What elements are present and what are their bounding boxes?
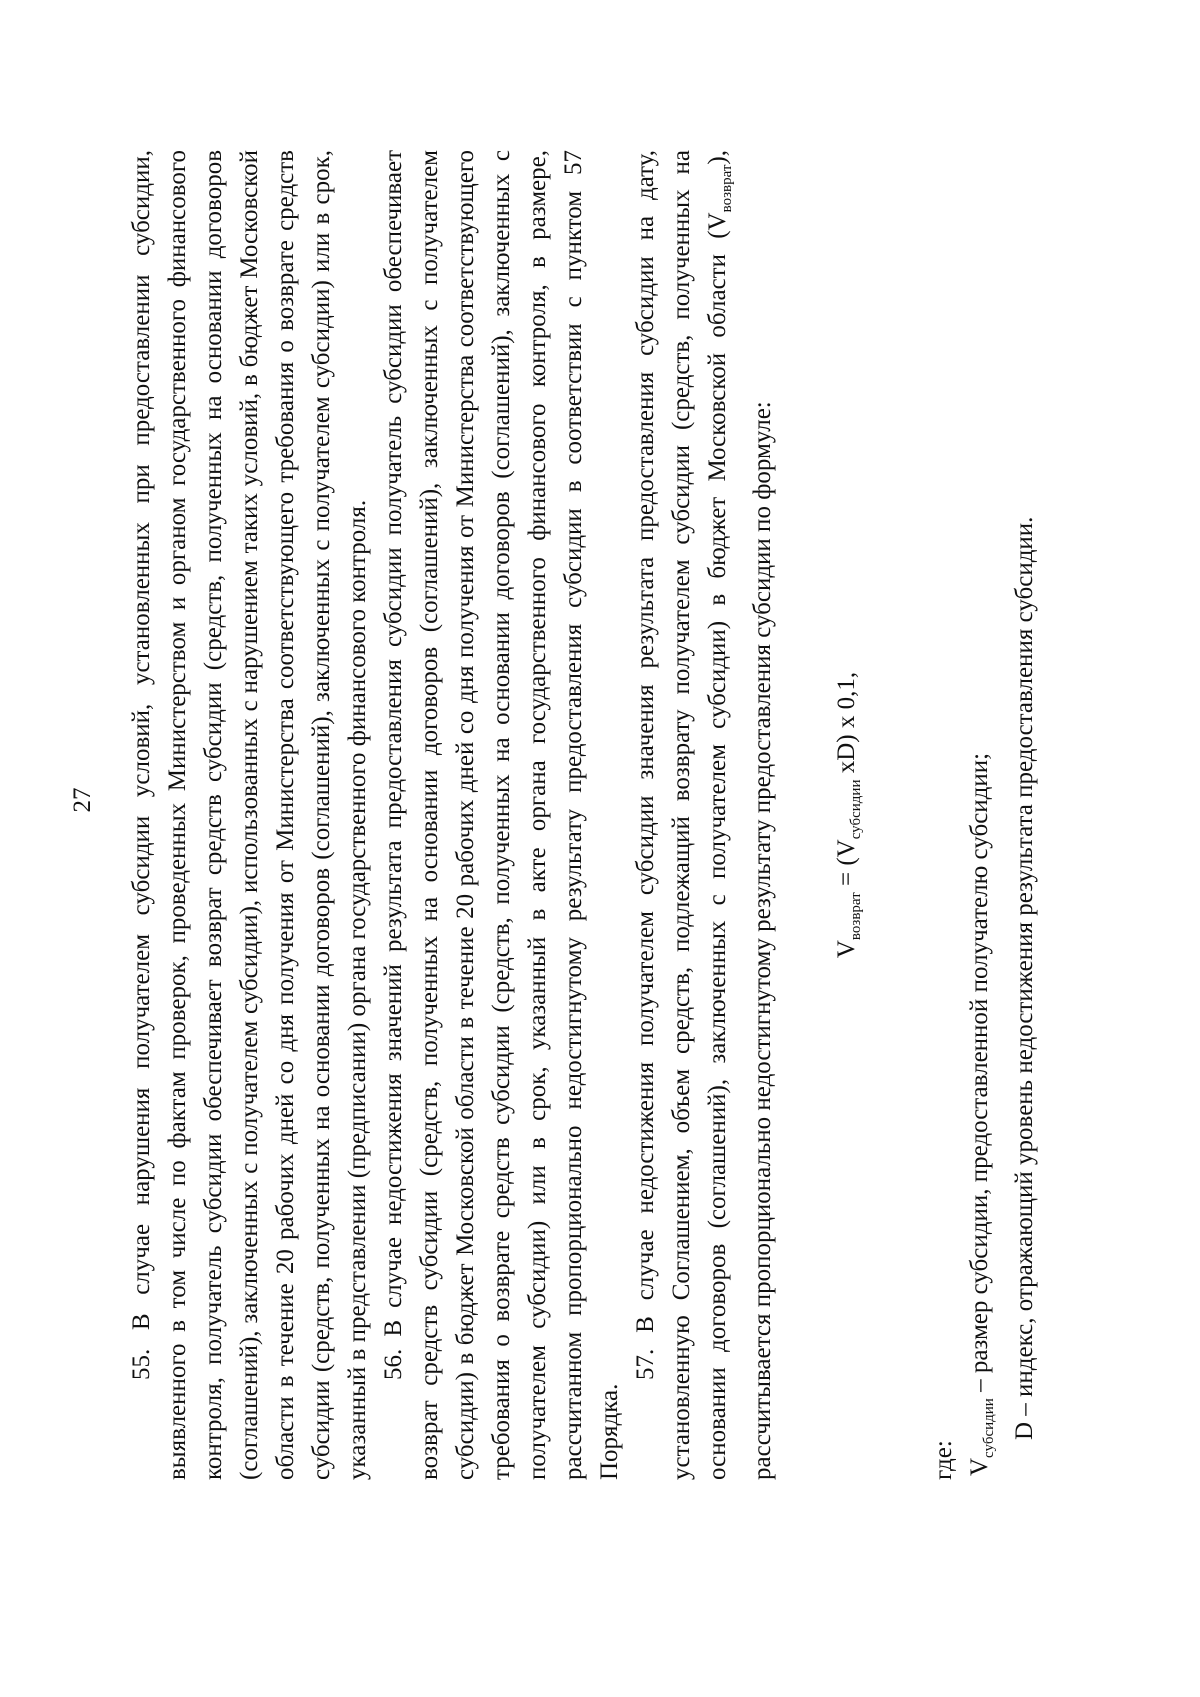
definitions-where: где: [930, 1440, 957, 1480]
definition-v [962, 150, 1007, 1480]
definition-d: D – индекс, отражающий уровень недостижения результата предоставления субсидии. [1011, 516, 1038, 1440]
paragraph-57 [628, 150, 781, 1480]
formula-v-subscript: возврат [848, 892, 864, 941]
formula [829, 150, 874, 1480]
definition-v-text: – размер субсидии, предоставленной получателю субсидии; [966, 752, 993, 1399]
definition-v-subscript: субсидии [981, 1398, 997, 1458]
definitions [926, 150, 1043, 1480]
paragraph-55: 55. В случае нарушения получателем субсидии условий, установленных при предоставлении субсидии, выявленного в том числе по фактам проверок, проведенных Министерством и органом государственного финансового контроля, получатель субсидии обеспечивает возврат средств субсидии (средств, полученных на основании договоров (соглашений), заключенных с получателем субсидии), использованных с нарушением таких условий, в бюджет Московской области в течение 20 рабочих дней со дня получения от Министерства соответствующего требования о возврате средств субсидии (средств, полученных на основании договоров (соглашений), заключенных с получателем субсидии) или в срок, указанный в представлении (предписании) органа государственного финансового контроля. [128, 150, 371, 1480]
body-text [124, 150, 1043, 1480]
paragraph-57-part2: ), рассчитывается пропорционально недостигнутому результату предоставления субсидии по формуле: [704, 150, 776, 1480]
formula-v: V [833, 940, 860, 959]
paragraph-57-part1: 57. В случае недостижения получателем субсидии значения результата предоставления субсидии на дату, установленную Соглашением, объем средств, подлежащий возврату получателем субсидии (средств, полученных на основании договоров (соглашений), заключенных с получателем субсидии) в бюджет Московской области (V [632, 150, 731, 1480]
definition-v-symbol: V [966, 1457, 993, 1476]
paragraph-56: 56. В случае недостижения значений результата предоставления субсидии получатель субсидии обеспечивает возврат средств субсидии (средств, полученных на основании договоров (соглашений), заключенных с получателем субсидии) в бюджет Московской области в течение 20 рабочих дней со дня получения от Министерства соответствующего требования о возврате средств субсидии (средств, полученных на основании договоров (соглашений), заключенных с получателем субсидии) или в срок, указанный в акте органа государственного финансового контроля, в размере, рассчитанном пропорционально недостигнутому результату предоставления субсидии в соответствии с пунктом 57 Порядка. [380, 150, 623, 1480]
formula-rest: xD) x 0,1, [833, 671, 860, 780]
formula-eq: = (V [833, 839, 860, 893]
paragraph-57-subscript: возврат [719, 164, 735, 213]
page-number: 27 [69, 787, 96, 813]
formula-inner-subscript: субсидии [848, 779, 864, 840]
rotated-content [60, 100, 1100, 1500]
